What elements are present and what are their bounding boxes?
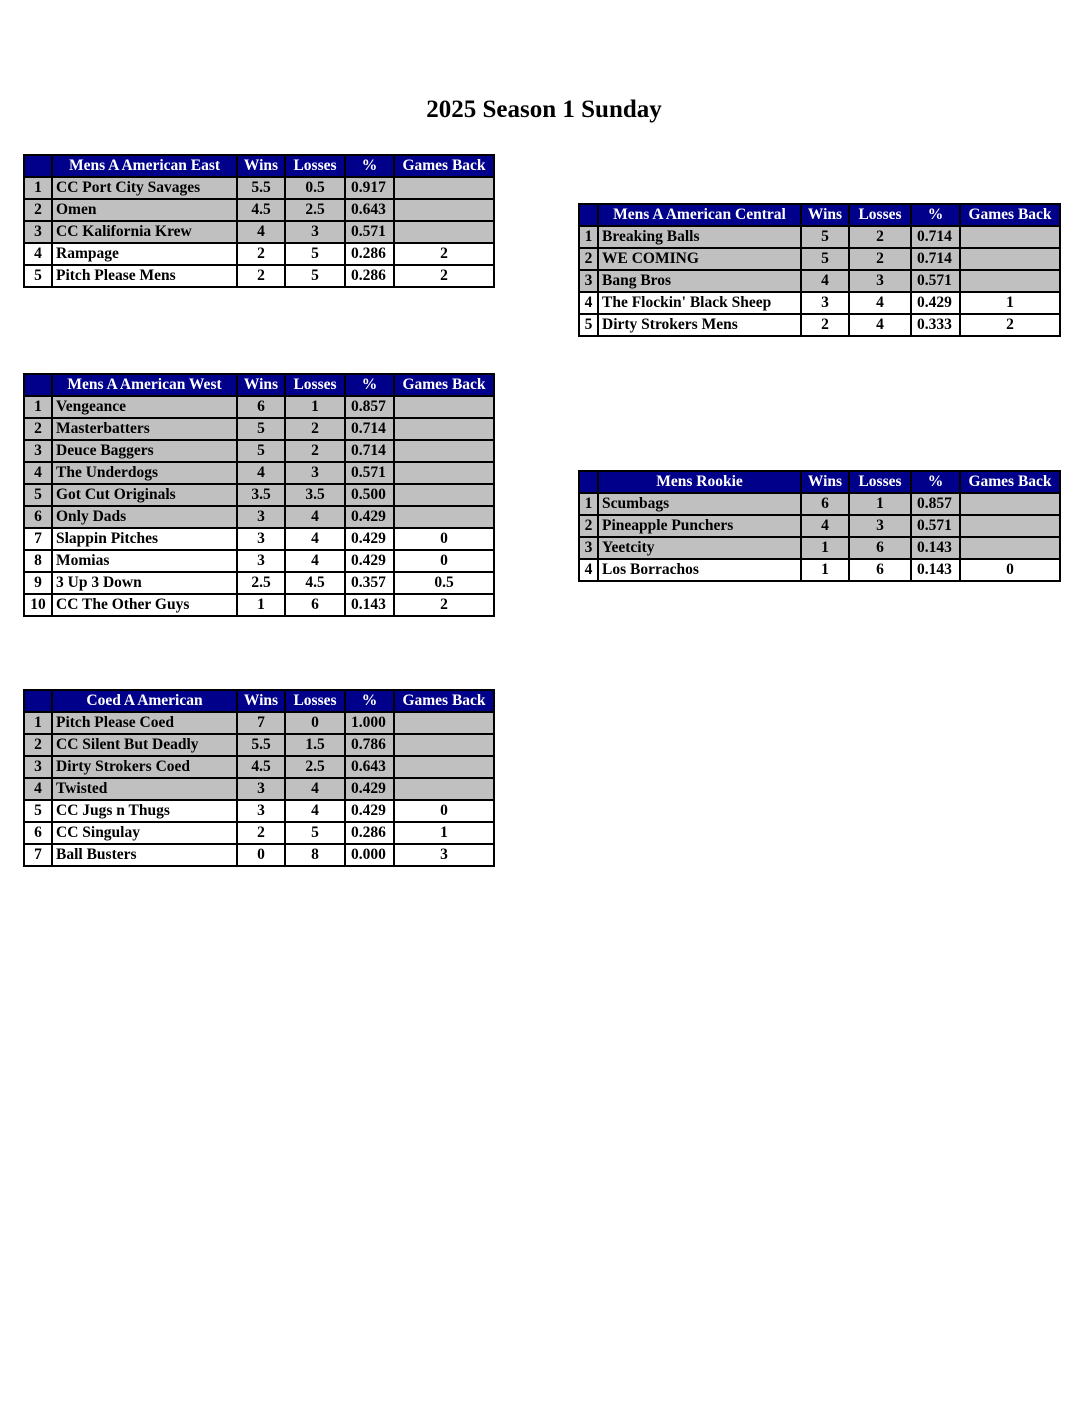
games-back-cell — [394, 440, 494, 462]
wins-header: Wins — [237, 155, 285, 177]
team-name-cell: Scumbags — [598, 493, 801, 515]
wins-cell: 5 — [801, 226, 849, 248]
games-back-cell — [394, 177, 494, 199]
pct-cell: 0.786 — [345, 734, 394, 756]
team-name-cell: Dirty Strokers Coed — [52, 756, 237, 778]
games-back-cell: 2 — [394, 594, 494, 616]
team-name-cell: CC Silent But Deadly — [52, 734, 237, 756]
table-row — [24, 778, 494, 800]
games-back-cell — [960, 515, 1060, 537]
games-back-cell: 0 — [960, 559, 1060, 581]
division-name: Mens A American West — [52, 374, 237, 396]
table-header-row — [24, 374, 494, 396]
pct-header: % — [911, 204, 960, 226]
table-header-row — [579, 471, 1060, 493]
rank-header — [24, 374, 52, 396]
team-name-cell: 3 Up 3 Down — [52, 572, 237, 594]
losses-cell: 8 — [285, 844, 345, 866]
team-name-cell: CC Kalifornia Krew — [52, 221, 237, 243]
pct-cell: 0.714 — [911, 248, 960, 270]
pct-cell: 0.571 — [911, 515, 960, 537]
pct-cell: 0.333 — [911, 314, 960, 336]
games-back-cell — [960, 537, 1060, 559]
wins-cell: 6 — [237, 396, 285, 418]
rank-cell: 5 — [24, 800, 52, 822]
table-row — [579, 248, 1060, 270]
games-back-cell — [394, 199, 494, 221]
losses-cell: 3.5 — [285, 484, 345, 506]
losses-cell: 3 — [285, 462, 345, 484]
games-back-cell: 3 — [394, 844, 494, 866]
team-name-cell: Ball Busters — [52, 844, 237, 866]
table-row — [24, 528, 494, 550]
team-name-cell: Masterbatters — [52, 418, 237, 440]
team-name-cell: CC Singulay — [52, 822, 237, 844]
rank-cell: 1 — [24, 177, 52, 199]
pct-cell: 0.286 — [345, 243, 394, 265]
team-name-cell: Breaking Balls — [598, 226, 801, 248]
table-row — [24, 396, 494, 418]
games-back-cell — [394, 396, 494, 418]
pct-header: % — [345, 690, 394, 712]
games-back-cell: 0 — [394, 800, 494, 822]
pct-cell: 0.429 — [345, 778, 394, 800]
pct-cell: 1.000 — [345, 712, 394, 734]
losses-cell: 4 — [849, 292, 911, 314]
losses-cell: 4 — [285, 506, 345, 528]
team-name-cell: The Flockin' Black Sheep — [598, 292, 801, 314]
rank-cell: 3 — [24, 440, 52, 462]
table-row — [24, 572, 494, 594]
rank-cell: 2 — [579, 248, 598, 270]
rank-cell: 3 — [579, 537, 598, 559]
wins-cell: 3 — [237, 800, 285, 822]
team-name-cell: CC Port City Savages — [52, 177, 237, 199]
losses-cell: 2.5 — [285, 199, 345, 221]
losses-cell: 2 — [849, 226, 911, 248]
games-back-cell: 2 — [394, 265, 494, 287]
losses-cell: 3 — [849, 270, 911, 292]
wins-cell: 4 — [801, 270, 849, 292]
table-row — [24, 462, 494, 484]
pct-cell: 0.286 — [345, 822, 394, 844]
pct-cell: 0.286 — [345, 265, 394, 287]
games-back-header: Games Back — [394, 155, 494, 177]
team-name-cell: Pitch Please Coed — [52, 712, 237, 734]
rank-cell: 1 — [24, 396, 52, 418]
games-back-cell: 2 — [960, 314, 1060, 336]
wins-cell: 1 — [801, 559, 849, 581]
games-back-header: Games Back — [960, 471, 1060, 493]
page-title: 2025 Season 1 Sunday — [426, 96, 662, 123]
pct-cell: 0.143 — [345, 594, 394, 616]
team-name-cell: Twisted — [52, 778, 237, 800]
games-back-cell — [960, 226, 1060, 248]
rank-cell: 6 — [24, 506, 52, 528]
wins-cell: 5 — [801, 248, 849, 270]
table-row — [24, 734, 494, 756]
games-back-header: Games Back — [394, 374, 494, 396]
losses-cell: 1 — [849, 493, 911, 515]
wins-cell: 7 — [237, 712, 285, 734]
wins-cell: 3 — [237, 550, 285, 572]
games-back-header: Games Back — [394, 690, 494, 712]
rank-cell: 6 — [24, 822, 52, 844]
pct-cell: 0.500 — [345, 484, 394, 506]
division-name: Mens A American East — [52, 155, 237, 177]
table-row — [24, 221, 494, 243]
team-name-cell: Pitch Please Mens — [52, 265, 237, 287]
team-name-cell: Momias — [52, 550, 237, 572]
losses-cell: 6 — [849, 559, 911, 581]
games-back-cell — [394, 712, 494, 734]
rank-cell: 4 — [24, 778, 52, 800]
games-back-cell — [394, 734, 494, 756]
games-back-cell — [394, 484, 494, 506]
rank-cell: 3 — [579, 270, 598, 292]
losses-cell: 6 — [849, 537, 911, 559]
rank-cell: 4 — [24, 462, 52, 484]
team-name-cell: Yeetcity — [598, 537, 801, 559]
losses-cell: 6 — [285, 594, 345, 616]
pct-cell: 0.143 — [911, 559, 960, 581]
wins-cell: 1 — [237, 594, 285, 616]
pct-cell: 0.429 — [345, 506, 394, 528]
losses-cell: 5 — [285, 822, 345, 844]
rank-cell: 5 — [24, 484, 52, 506]
rank-cell: 2 — [24, 199, 52, 221]
games-back-cell — [960, 248, 1060, 270]
wins-cell: 2 — [237, 822, 285, 844]
team-name-cell: CC The Other Guys — [52, 594, 237, 616]
wins-cell: 2 — [237, 243, 285, 265]
wins-cell: 4.5 — [237, 199, 285, 221]
table-row — [24, 844, 494, 866]
games-back-cell — [394, 756, 494, 778]
games-back-cell: 2 — [394, 243, 494, 265]
rank-cell: 4 — [579, 292, 598, 314]
standings-table-mens-a-american-central — [578, 203, 1061, 337]
team-name-cell: Deuce Baggers — [52, 440, 237, 462]
team-name-cell: WE COMING — [598, 248, 801, 270]
games-back-cell — [960, 270, 1060, 292]
rank-cell: 3 — [24, 221, 52, 243]
games-back-cell — [394, 778, 494, 800]
wins-cell: 5 — [237, 418, 285, 440]
table-row — [579, 493, 1060, 515]
losses-cell: 0.5 — [285, 177, 345, 199]
pct-cell: 0.357 — [345, 572, 394, 594]
rank-cell: 3 — [24, 756, 52, 778]
pct-cell: 0.429 — [345, 528, 394, 550]
pct-cell: 0.429 — [345, 550, 394, 572]
pct-cell: 0.857 — [345, 396, 394, 418]
pct-cell: 0.714 — [911, 226, 960, 248]
wins-cell: 1 — [801, 537, 849, 559]
wins-cell: 3 — [801, 292, 849, 314]
games-back-cell: 1 — [960, 292, 1060, 314]
table-header-row — [579, 204, 1060, 226]
losses-cell: 1.5 — [285, 734, 345, 756]
games-back-cell: 0 — [394, 550, 494, 572]
losses-header: Losses — [285, 690, 345, 712]
rank-cell: 4 — [579, 559, 598, 581]
wins-header: Wins — [801, 471, 849, 493]
table-row — [24, 177, 494, 199]
wins-cell: 0 — [237, 844, 285, 866]
table-row — [24, 800, 494, 822]
standings-table-mens-a-american-west — [23, 373, 495, 617]
team-name-cell: Got Cut Originals — [52, 484, 237, 506]
rank-cell: 1 — [579, 493, 598, 515]
losses-header: Losses — [849, 471, 911, 493]
losses-cell: 4 — [285, 800, 345, 822]
games-back-cell — [394, 506, 494, 528]
wins-cell: 4 — [237, 462, 285, 484]
table-row — [24, 506, 494, 528]
wins-cell: 3 — [237, 506, 285, 528]
pct-cell: 0.571 — [911, 270, 960, 292]
pct-cell: 0.714 — [345, 440, 394, 462]
losses-cell: 5 — [285, 265, 345, 287]
rank-cell: 7 — [24, 844, 52, 866]
table-row — [24, 418, 494, 440]
pct-cell: 0.429 — [345, 800, 394, 822]
table-row — [579, 226, 1060, 248]
standings-table-mens-a-american-east — [23, 154, 495, 288]
team-name-cell: The Underdogs — [52, 462, 237, 484]
team-name-cell: Rampage — [52, 243, 237, 265]
wins-cell: 3.5 — [237, 484, 285, 506]
games-back-cell — [394, 418, 494, 440]
table-row — [24, 440, 494, 462]
losses-header: Losses — [849, 204, 911, 226]
division-name: Coed A American — [52, 690, 237, 712]
rank-cell: 7 — [24, 528, 52, 550]
losses-cell: 2 — [849, 248, 911, 270]
wins-cell: 6 — [801, 493, 849, 515]
wins-cell: 4 — [801, 515, 849, 537]
division-name: Mens Rookie — [598, 471, 801, 493]
rank-header — [24, 690, 52, 712]
wins-cell: 2 — [801, 314, 849, 336]
wins-cell: 3 — [237, 778, 285, 800]
table-row — [579, 515, 1060, 537]
pct-cell: 0.000 — [345, 844, 394, 866]
wins-header: Wins — [801, 204, 849, 226]
rank-cell: 2 — [579, 515, 598, 537]
table-row — [24, 712, 494, 734]
table-row — [579, 559, 1060, 581]
rank-cell: 2 — [24, 734, 52, 756]
pct-cell: 0.429 — [911, 292, 960, 314]
team-name-cell: Only Dads — [52, 506, 237, 528]
rank-cell: 5 — [579, 314, 598, 336]
team-name-cell: Pineapple Punchers — [598, 515, 801, 537]
games-back-cell — [960, 493, 1060, 515]
pct-header: % — [345, 374, 394, 396]
pct-cell: 0.571 — [345, 221, 394, 243]
table-header-row — [24, 155, 494, 177]
pct-cell: 0.643 — [345, 756, 394, 778]
team-name-cell: Los Borrachos — [598, 559, 801, 581]
table-header-row — [24, 690, 494, 712]
table-row — [24, 243, 494, 265]
rank-cell: 1 — [24, 712, 52, 734]
division-name: Mens A American Central — [598, 204, 801, 226]
pct-header: % — [911, 471, 960, 493]
losses-header: Losses — [285, 374, 345, 396]
losses-cell: 5 — [285, 243, 345, 265]
standings-table-coed-a-american — [23, 689, 495, 867]
table-row — [579, 270, 1060, 292]
table-row — [579, 292, 1060, 314]
losses-cell: 4 — [849, 314, 911, 336]
rank-cell: 5 — [24, 265, 52, 287]
games-back-cell: 0.5 — [394, 572, 494, 594]
pct-cell: 0.857 — [911, 493, 960, 515]
wins-header: Wins — [237, 690, 285, 712]
losses-cell: 0 — [285, 712, 345, 734]
losses-cell: 2.5 — [285, 756, 345, 778]
losses-cell: 4 — [285, 528, 345, 550]
pct-header: % — [345, 155, 394, 177]
losses-cell: 3 — [285, 221, 345, 243]
losses-cell: 1 — [285, 396, 345, 418]
team-name-cell: CC Jugs n Thugs — [52, 800, 237, 822]
games-back-cell — [394, 221, 494, 243]
rank-cell: 9 — [24, 572, 52, 594]
losses-cell: 2 — [285, 440, 345, 462]
rank-cell: 2 — [24, 418, 52, 440]
games-back-cell: 1 — [394, 822, 494, 844]
pct-cell: 0.643 — [345, 199, 394, 221]
rank-cell: 4 — [24, 243, 52, 265]
losses-header: Losses — [285, 155, 345, 177]
wins-cell: 5.5 — [237, 177, 285, 199]
table-row — [24, 822, 494, 844]
losses-cell: 2 — [285, 418, 345, 440]
team-name-cell: Vengeance — [52, 396, 237, 418]
rank-header — [579, 204, 598, 226]
wins-cell: 5.5 — [237, 734, 285, 756]
losses-cell: 4 — [285, 550, 345, 572]
wins-cell: 2.5 — [237, 572, 285, 594]
games-back-cell — [394, 462, 494, 484]
wins-cell: 4.5 — [237, 756, 285, 778]
losses-cell: 4 — [285, 778, 345, 800]
table-row — [24, 594, 494, 616]
rank-cell: 1 — [579, 226, 598, 248]
pct-cell: 0.571 — [345, 462, 394, 484]
pct-cell: 0.714 — [345, 418, 394, 440]
team-name-cell: Slappin Pitches — [52, 528, 237, 550]
pct-cell: 0.143 — [911, 537, 960, 559]
rank-header — [579, 471, 598, 493]
games-back-header: Games Back — [960, 204, 1060, 226]
wins-cell: 2 — [237, 265, 285, 287]
wins-cell: 5 — [237, 440, 285, 462]
table-row — [24, 756, 494, 778]
wins-cell: 4 — [237, 221, 285, 243]
losses-cell: 4.5 — [285, 572, 345, 594]
losses-cell: 3 — [849, 515, 911, 537]
rank-cell: 8 — [24, 550, 52, 572]
table-row — [24, 199, 494, 221]
wins-cell: 3 — [237, 528, 285, 550]
team-name-cell: Dirty Strokers Mens — [598, 314, 801, 336]
table-row — [579, 537, 1060, 559]
pct-cell: 0.917 — [345, 177, 394, 199]
games-back-cell: 0 — [394, 528, 494, 550]
rank-cell: 10 — [24, 594, 52, 616]
table-row — [579, 314, 1060, 336]
wins-header: Wins — [237, 374, 285, 396]
table-row — [24, 265, 494, 287]
team-name-cell: Bang Bros — [598, 270, 801, 292]
rank-header — [24, 155, 52, 177]
standings-table-mens-rookie — [578, 470, 1061, 582]
team-name-cell: Omen — [52, 199, 237, 221]
table-row — [24, 484, 494, 506]
table-row — [24, 550, 494, 572]
